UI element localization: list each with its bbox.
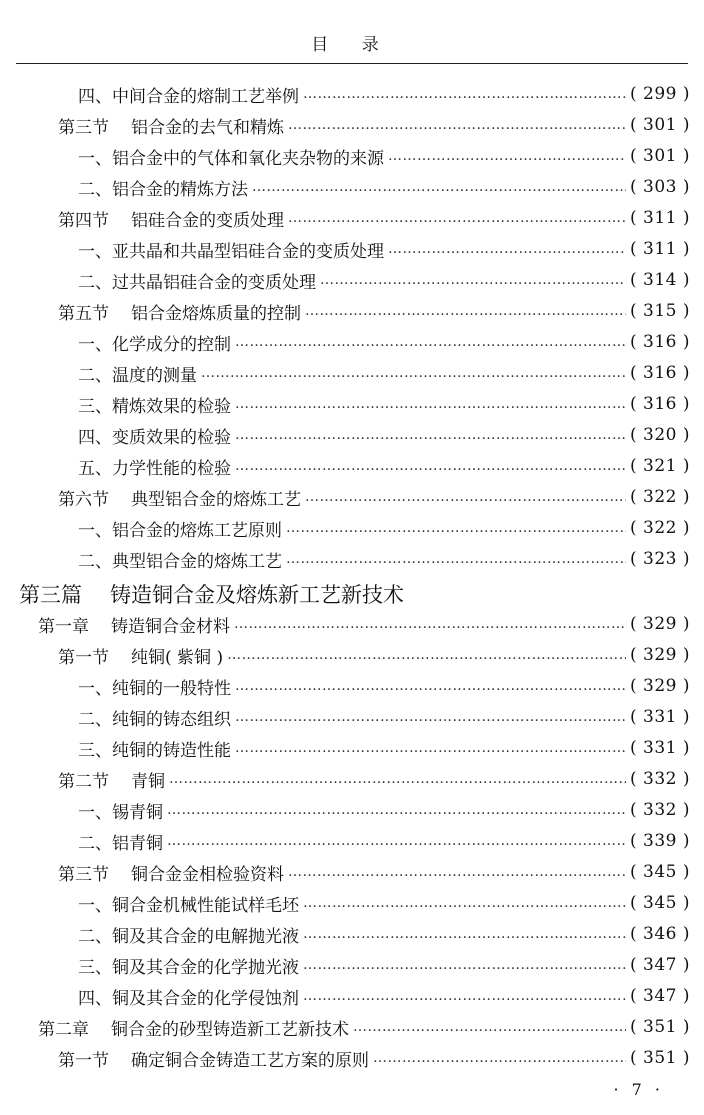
toc-item-entry[interactable] [78,888,690,918]
toc-page-number: ( 301 ) [629,115,690,135]
section-number: 第四节 [58,210,109,231]
leader-dots [388,148,626,164]
section-title: 铝合金的去气和精炼 [131,117,284,138]
toc-item-entry[interactable] [78,544,690,574]
toc-page-number: ( 320 ) [629,425,690,445]
toc-item-entry[interactable] [78,513,690,543]
leader-dots [303,86,626,102]
section-number: 第二节 [58,771,109,792]
toc-page-number: ( 323 ) [629,549,690,569]
toc-page-number: ( 347 ) [629,955,690,975]
toc-entry-label [78,516,282,541]
leader-dots [288,864,626,880]
toc-item-entry[interactable] [78,950,690,980]
leader-dots [305,489,626,505]
toc-page-number: ( 299 ) [629,84,690,104]
item-title: 三、纯铜的铸造性能 [78,740,231,761]
chapter-title: 铸造铜合金材料 [111,616,230,637]
page-number: · 7 · [613,1080,664,1099]
toc-item-entry[interactable] [78,826,690,856]
toc-page-number: ( 331 ) [629,738,690,758]
item-title: 二、纯铜的铸态组织 [78,709,231,730]
toc-entry-label [78,175,248,200]
toc-item-entry[interactable] [78,420,690,450]
leader-dots [303,895,626,911]
toc-section-entry[interactable] [58,640,690,670]
toc-item-entry[interactable] [78,981,690,1011]
toc-page-number: ( 321 ) [629,456,690,476]
toc-page-number: ( 322 ) [629,487,690,507]
toc-entry-label [78,423,231,448]
toc-section-entry[interactable] [58,764,690,794]
leader-dots [286,520,626,536]
toc-item-entry[interactable] [78,327,690,357]
toc-page-number: ( 303 ) [629,177,690,197]
toc-entry-label [78,829,163,854]
leader-dots [303,988,626,1004]
toc-entry-label [78,268,316,293]
toc-chapter-entry[interactable] [38,1012,690,1042]
leader-dots [288,117,626,133]
leader-dots [235,334,626,350]
leader-dots [320,272,626,288]
chapter-title: 铜合金的砂型铸造新工艺新技术 [111,1019,349,1040]
item-title: 三、精炼效果的检验 [78,396,231,417]
toc-item-entry[interactable] [78,702,690,732]
item-title: 三、铜及其合金的化学抛光液 [78,957,299,978]
leader-dots [201,365,626,381]
item-title: 一、锡青铜 [78,802,163,823]
toc-page-number: ( 315 ) [629,301,690,321]
section-title: 铜合金金相检验资料 [131,864,284,885]
part-title: 铸造铜合金及熔炼新工艺新技术 [110,583,404,607]
item-title: 四、铜及其合金的化学侵蚀剂 [78,988,299,1009]
toc-section-entry[interactable] [58,203,690,233]
part-number: 第三篇 [19,583,82,607]
toc-entry-label [78,798,163,823]
item-title: 四、中间合金的熔制工艺举例 [78,86,299,107]
item-title: 二、温度的测量 [78,365,197,386]
toc-item-entry[interactable] [78,79,690,109]
toc-entry-label [78,984,299,1009]
toc-page-number: ( 331 ) [629,707,690,727]
toc-entry-label [58,643,223,668]
leader-dots [235,396,626,412]
toc-part-heading[interactable] [19,577,404,611]
toc-item-entry[interactable] [78,234,690,264]
toc-page-number: ( 346 ) [629,924,690,944]
chapter-number: 第一章 [38,616,89,637]
item-title: 一、化学成分的控制 [78,334,231,355]
toc-item-entry[interactable] [78,671,690,701]
section-title: 纯铜( 紫铜 ) [131,647,224,668]
toc-page-number: ( 322 ) [629,518,690,538]
leader-dots [303,957,626,973]
toc-section-entry[interactable] [58,1043,690,1073]
item-title: 二、典型铝合金的熔炼工艺 [78,551,282,572]
section-number: 第三节 [58,864,109,885]
toc-entry-label [78,392,231,417]
toc-entry-label [78,144,384,169]
leader-dots [169,771,626,787]
leader-dots [303,926,626,942]
toc-page-number: ( 329 ) [629,614,690,634]
section-number: 第三节 [58,117,109,138]
toc-page-number: ( 339 ) [629,831,690,851]
toc-entry-label [78,736,231,761]
toc-entry-label [78,237,384,262]
toc-page-number: ( 351 ) [629,1048,690,1068]
section-title: 确定铜合金铸造工艺方案的原则 [131,1050,369,1071]
item-title: 一、铝合金中的气体和氧化夹杂物的来源 [78,148,384,169]
toc-item-entry[interactable] [78,451,690,481]
toc-entry-label [78,891,299,916]
toc-page-number: ( 314 ) [629,270,690,290]
toc-entry-label [78,705,231,730]
toc-section-entry[interactable] [58,110,690,140]
leader-dots [373,1050,626,1066]
toc-page-number: ( 311 ) [629,239,690,259]
toc-section-entry[interactable] [58,857,690,887]
leader-dots [288,210,626,226]
toc-page-number: ( 345 ) [629,862,690,882]
toc-entry-label [38,1015,349,1040]
leader-dots [167,833,626,849]
leader-dots [235,427,626,443]
item-title: 二、过共晶铝硅合金的变质处理 [78,272,316,293]
item-title: 二、铜及其合金的电解抛光液 [78,926,299,947]
item-title: 四、变质效果的检验 [78,427,231,448]
toc-entry-label [78,674,231,699]
section-number: 第一节 [58,1050,109,1071]
toc-page-number: ( 351 ) [629,1017,690,1037]
toc-entry-label [78,454,231,479]
toc-page-number: ( 316 ) [629,363,690,383]
section-title: 典型铝合金的熔炼工艺 [131,489,301,510]
toc-entry-label [78,547,282,572]
item-title: 一、纯铜的一般特性 [78,678,231,699]
toc-entry-label [78,330,231,355]
toc-page-number: ( 316 ) [629,394,690,414]
item-title: 一、亚共晶和共晶型铝硅合金的变质处理 [78,241,384,262]
toc-chapter-entry[interactable] [38,609,690,639]
section-number: 第一节 [58,647,109,668]
toc-entry-label [78,361,197,386]
leader-dots [286,551,626,567]
item-title: 二、铝青铜 [78,833,163,854]
toc-item-entry[interactable] [78,733,690,763]
leader-dots [388,241,626,257]
item-title: 一、铝合金的熔炼工艺原则 [78,520,282,541]
leader-dots [235,709,626,725]
section-title: 青铜 [131,771,165,792]
toc-entry-label [58,860,284,885]
toc-item-entry[interactable] [78,141,690,171]
toc-section-entry[interactable] [58,296,690,326]
section-number: 第五节 [58,303,109,324]
toc-section-entry[interactable] [58,482,690,512]
toc-page-number: ( 311 ) [629,208,690,228]
item-title: 五、力学性能的检验 [78,458,231,479]
toc-item-entry[interactable] [78,389,690,419]
toc-page-number: ( 332 ) [629,800,690,820]
toc-entry-label [78,922,299,947]
section-number: 第六节 [58,489,109,510]
chapter-number: 第二章 [38,1019,89,1040]
toc-entry-label [58,206,284,231]
toc-entry-label [78,953,299,978]
toc-page-number: ( 347 ) [629,986,690,1006]
toc-page-number: ( 301 ) [629,146,690,166]
toc-entry-label [58,299,301,324]
toc-page-number: ( 316 ) [629,332,690,352]
section-title: 铝合金熔炼质量的控制 [131,303,301,324]
leader-dots [235,678,626,694]
toc-item-entry[interactable] [78,265,690,295]
leader-dots [235,458,626,474]
leader-dots [235,740,626,756]
toc-page-number: ( 329 ) [629,676,690,696]
item-title: 二、铝合金的精炼方法 [78,179,248,200]
page-header-title: 目 录 [311,35,393,55]
section-title: 铝硅合金的变质处理 [131,210,284,231]
toc-item-entry[interactable] [78,919,690,949]
toc-item-entry[interactable] [78,172,690,202]
header-divider [16,63,688,64]
toc-entry-label [58,767,165,792]
toc-entry-label [58,1046,369,1071]
item-title: 一、铜合金机械性能试样毛坯 [78,895,299,916]
toc-item-entry[interactable] [78,358,690,388]
toc-item-entry[interactable] [78,795,690,825]
toc-entry-label [78,82,299,107]
toc-page-number: ( 332 ) [629,769,690,789]
leader-dots [353,1019,626,1035]
toc-entry-label [58,113,284,138]
toc-page-number: ( 345 ) [629,893,690,913]
leader-dots [167,802,626,818]
leader-dots [227,647,626,663]
leader-dots [252,179,626,195]
toc-entry-label [38,612,230,637]
leader-dots [305,303,626,319]
toc-page-number: ( 329 ) [629,645,690,665]
leader-dots [234,616,626,632]
toc-entry-label [58,485,301,510]
